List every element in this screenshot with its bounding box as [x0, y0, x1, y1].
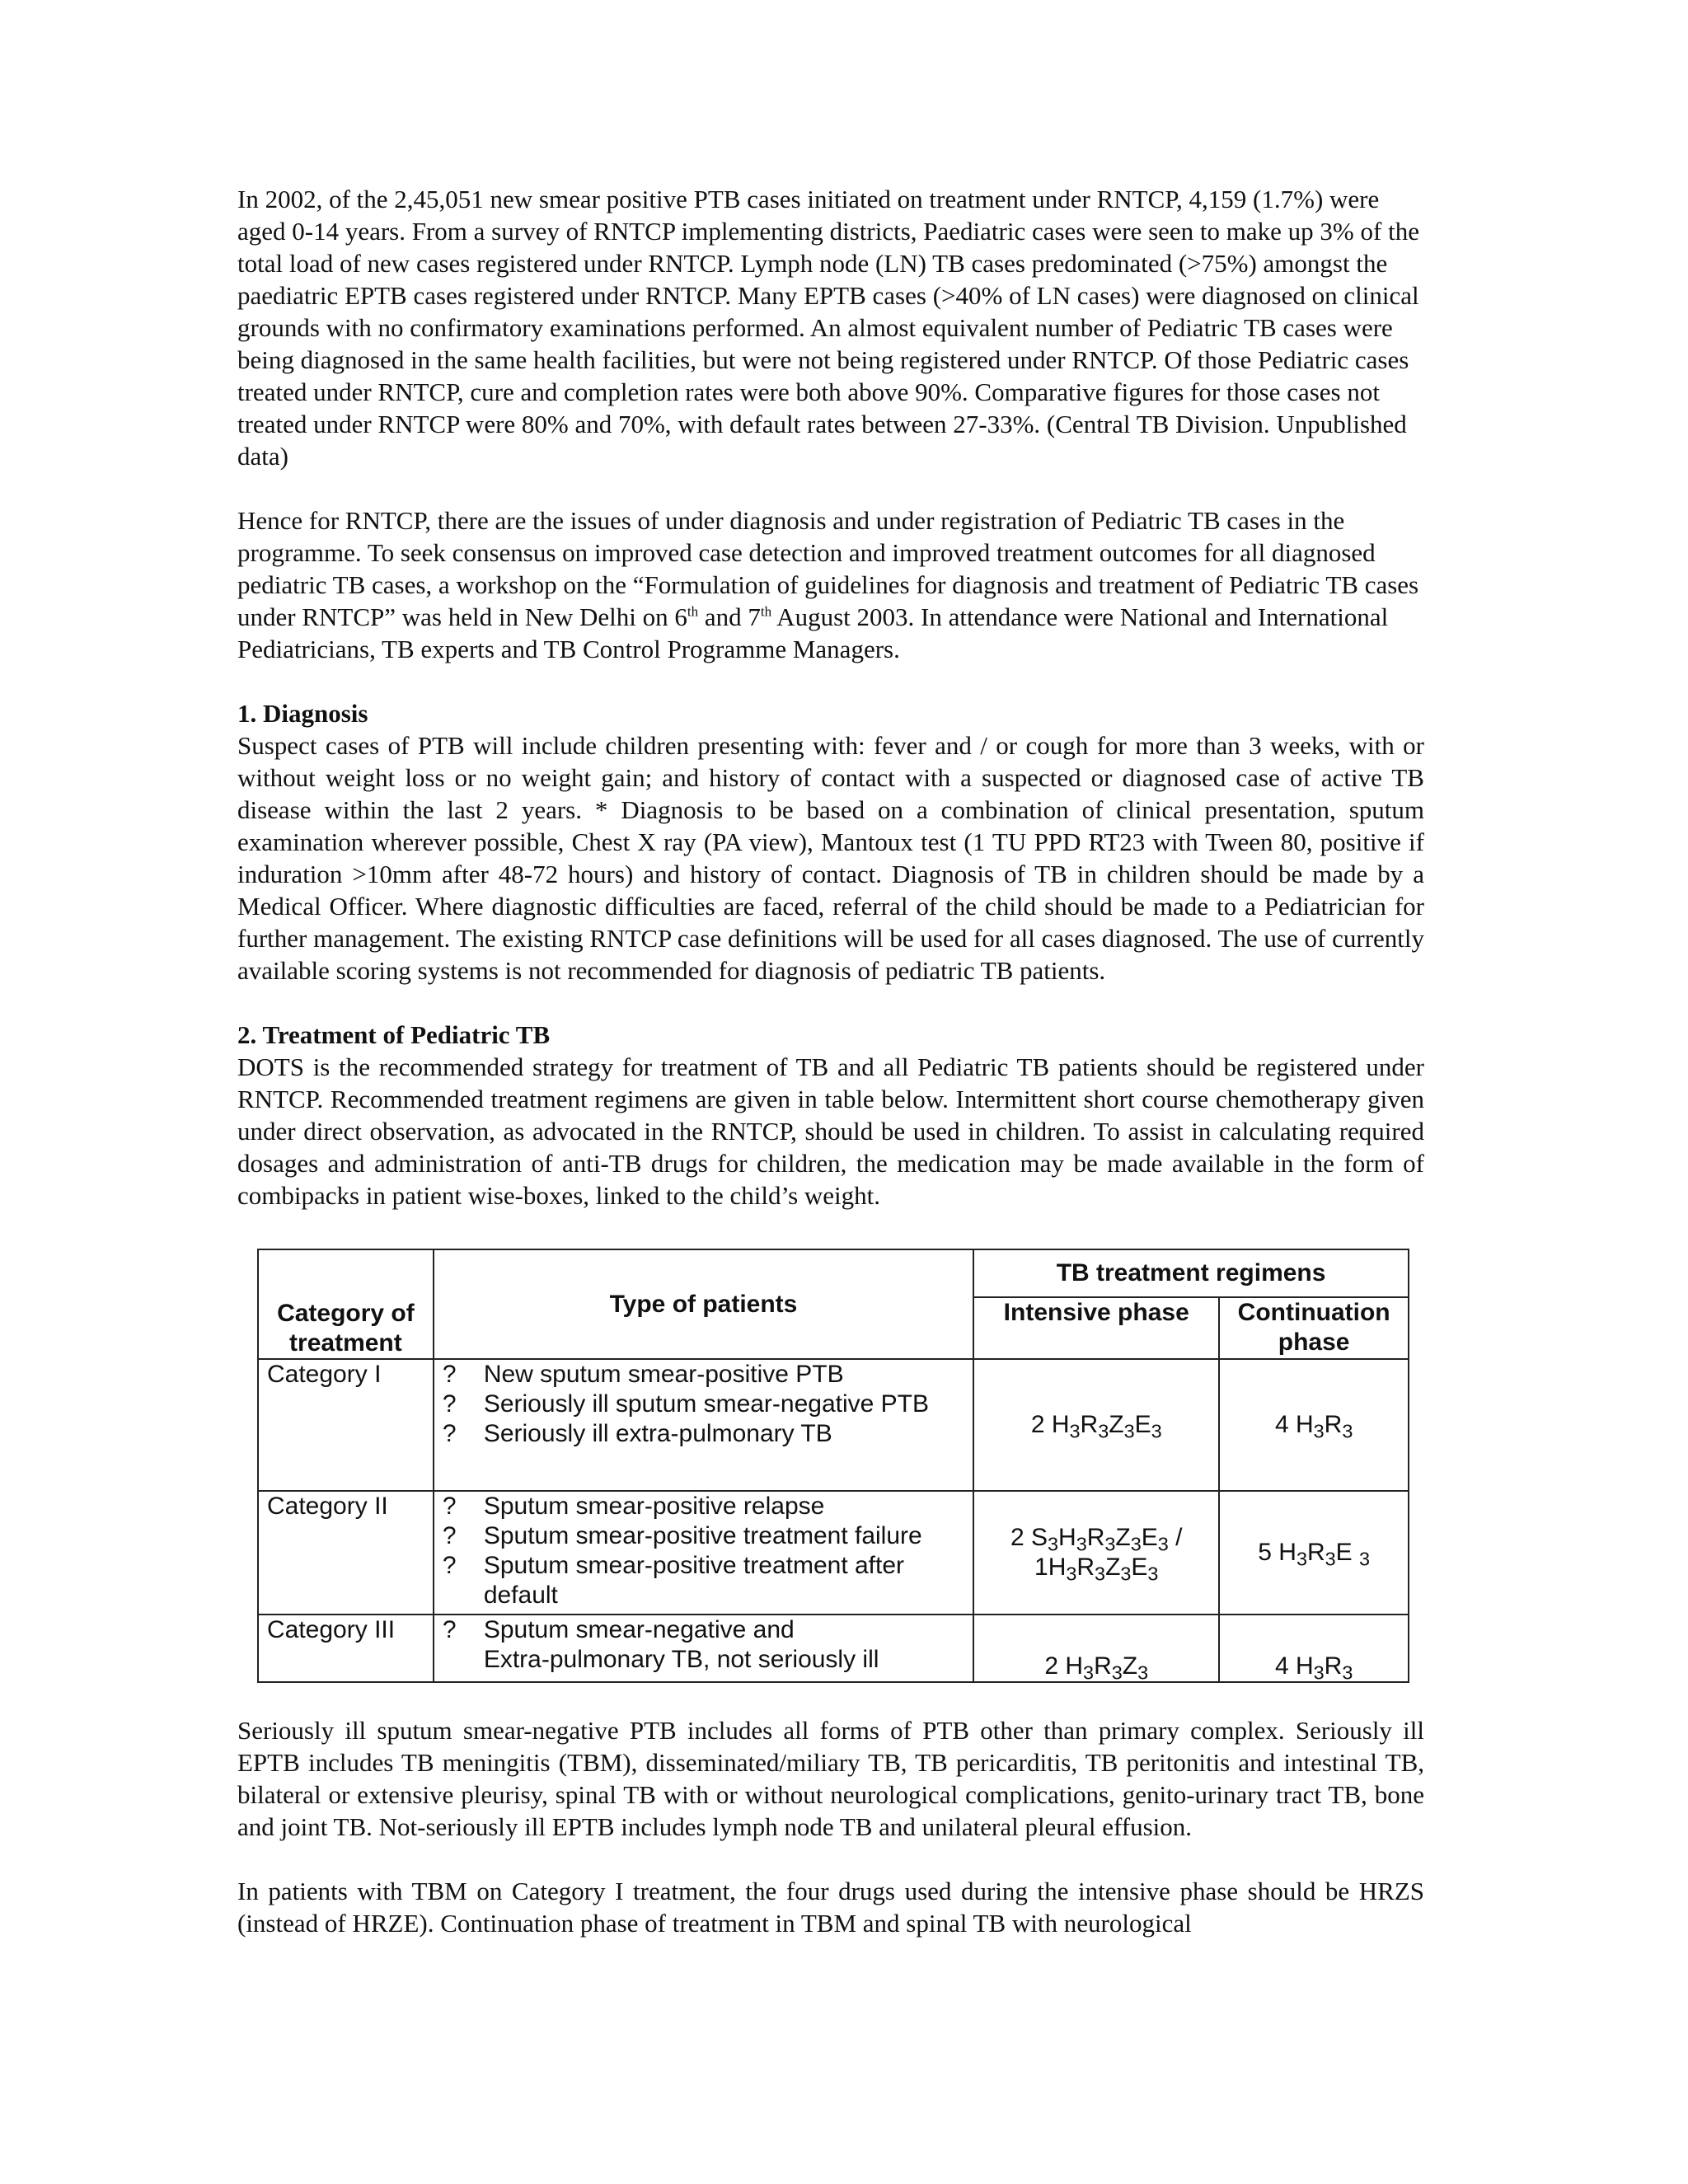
- continuation-phase-cell: [1219, 1615, 1409, 1682]
- seriously-ill-paragraph: Seriously ill sputum smear-negative PTB includes all forms of PTB other than primary complex. Seriously ill EPTB includes TB meningitis (TBM), disseminated/miliary TB, TB pericarditis, TB peritonitis and intestinal TB, bilateral or extensive pleurisy, spinal TB with or without neurological complications, genito-urinary tract TB, bone and joint TB. Not-seriously ill EPTB includes lymph node TB and unilateral pleural effusion.: [237, 1716, 1424, 1841]
- ordinal-suffix: th: [760, 603, 772, 620]
- table-row: [258, 1615, 1409, 1682]
- continuation-phase-cell: [1219, 1359, 1409, 1491]
- diagnosis-paragraph: Suspect cases of PTB will include children presenting with: fever and / or cough for more than 3 weeks, with or without weight loss or no weight gain; and history of contact with a suspected or diagnosed case of active TB disease within the last 2 years. * Diagnosis to be based on a combination of clinical presentation, sputum examination wherever possible, Chest X ray (PA view), Mantoux test (1 TU PPD RT23 with Tween 80, positive if induration >10mm after 48-72 hours) and history of contact. Diagnosis of TB in children should be made by a Medical Officer. Where diagnostic difficulties are faced, referral of the child should be made to a Pediatrician for further management. The existing RNTCP case definitions will be used for all cases diagnosed. The use of currently available scoring systems is not recommended for diagnosis of pediatric TB patients.: [237, 731, 1424, 985]
- document-page: [237, 183, 1424, 1939]
- workshop-text-2: and 7: [698, 602, 761, 631]
- header-type-of-patients: Type of patients: [434, 1249, 973, 1359]
- ordinal-suffix: th: [687, 603, 699, 620]
- list-item: ? Seriously ill extra-pulmonary TB: [442, 1420, 832, 1447]
- intro-paragraph: In 2002, of the 2,45,051 new smear positive PTB cases initiated on treatment under RNTCP, 4,159 (1.7%) were aged 0-14 years. From a survey of RNTCP implementing districts, Paediatric cases were seen to make up 3% of the total load of new cases registered under RNTCP. Lymph node (LN) TB cases predominated (>75%) amongst the paediatric EPTB cases registered under RNTCP. Many EPTB cases (>40% of LN cases) were diagnosed on clinical grounds with no confirmatory examinations performed. An almost equivalent number of Pediatric TB cases were being diagnosed in the same health facilities, but were not being registered under RNTCP. Of those Pediatric cases treated under RNTCP, cure and completion rates were both above 90%. Comparative figures for those cases not treated under RNTCP were 80% and 70%, with default rates between 27-33%. (Central TB Division. Unpublished data): [237, 185, 1419, 471]
- regimen-formula: 2 $H_3R_3Z_3$: [1044, 1652, 1149, 1684]
- header-intensive-phase: Intensive phase: [973, 1297, 1219, 1359]
- treatment-heading: 2. Treatment of Pediatric TB: [237, 1020, 551, 1049]
- table-row: [258, 1491, 1409, 1615]
- workshop-text-3: August 2003. In attendance were National and International Pediatricians, TB experts and TB Control Programme Managers.: [237, 602, 1389, 663]
- intensive-phase-cell: [973, 1615, 1219, 1682]
- workshop-text-1: Hence for RNTCP, there are the issues of under diagnosis and under registration of Pediatric TB cases in the programme. To seek consensus on improved case detection and improved treatment outcomes for all diagnosed pediatric TB cases, a workshop on the “Formulation of guidelines for diagnosis and treatment of Pediatric TB cases under RNTCP” was held in New Delhi on 6: [237, 506, 1419, 631]
- list-item: ? Sputum smear-positive treatment failure: [442, 1522, 922, 1549]
- regimen-formula: 5 $H_3R_3E$ $_3$: [1258, 1539, 1371, 1570]
- continuation-phase-cell: [1219, 1491, 1409, 1615]
- intensive-phase-cell: [973, 1491, 1219, 1615]
- list-item: Extra-pulmonary TB, not seriously ill: [483, 1646, 879, 1673]
- patient-types-cell: [434, 1491, 973, 1615]
- category-cell: Category I: [258, 1359, 434, 1491]
- list-item: ? Sputum smear-positive relapse: [442, 1493, 825, 1520]
- table-row: [258, 1359, 1409, 1491]
- regimen-formula: 4 $H_3R_3$: [1274, 1652, 1353, 1684]
- header-category: Category of treatment: [258, 1249, 434, 1359]
- treatment-regimen-table: [257, 1249, 1409, 1683]
- list-item: ? New sputum smear-positive PTB: [442, 1361, 844, 1388]
- patient-types-cell: [434, 1359, 973, 1491]
- diagnosis-heading: 1. Diagnosis: [237, 699, 368, 728]
- regimen-formula: 2 $S_3H_3R_3Z_3E_3$ / $1H_3R_3Z_3E_3$: [1010, 1524, 1183, 1585]
- category-cell: Category III: [258, 1615, 434, 1682]
- list-item: ? Seriously ill sputum smear-negative PTB: [442, 1390, 930, 1418]
- intensive-phase-cell: [973, 1359, 1219, 1491]
- tbm-paragraph: In patients with TBM on Category I treatment, the four drugs used during the intensive phase should be HRZS (instead of HRZE). Continuation phase of treatment in TBM and spinal TB with neurological: [237, 1877, 1424, 1938]
- header-continuation-phase: Continuation phase: [1219, 1297, 1409, 1359]
- header-tb-regimens: TB treatment regimens: [973, 1249, 1409, 1297]
- treatment-paragraph: DOTS is the recommended strategy for treatment of TB and all Pediatric TB patients should be registered under RNTCP. Recommended treatment regimens are given in table below. Intermittent short course chemotherapy given under direct observation, as advocated in the RNTCP, should be used in children. To assist in calculating required dosages and administration of anti-TB drugs for children, the medication may be made available in the form of combipacks in patient wise-boxes, linked to the child’s weight.: [237, 1052, 1424, 1210]
- category-cell: Category II: [258, 1491, 434, 1615]
- list-item: ? Sputum smear-positive treatment after default: [442, 1552, 905, 1609]
- regimen-formula: 4 $H_3R_3$: [1274, 1411, 1353, 1442]
- list-item: ? Sputum smear-negative and: [442, 1616, 795, 1643]
- workshop-paragraph: [237, 504, 1424, 665]
- regimen-formula: 2 $H_3R_3Z_3E_3$: [1030, 1411, 1162, 1442]
- patient-types-cell: [434, 1615, 973, 1682]
